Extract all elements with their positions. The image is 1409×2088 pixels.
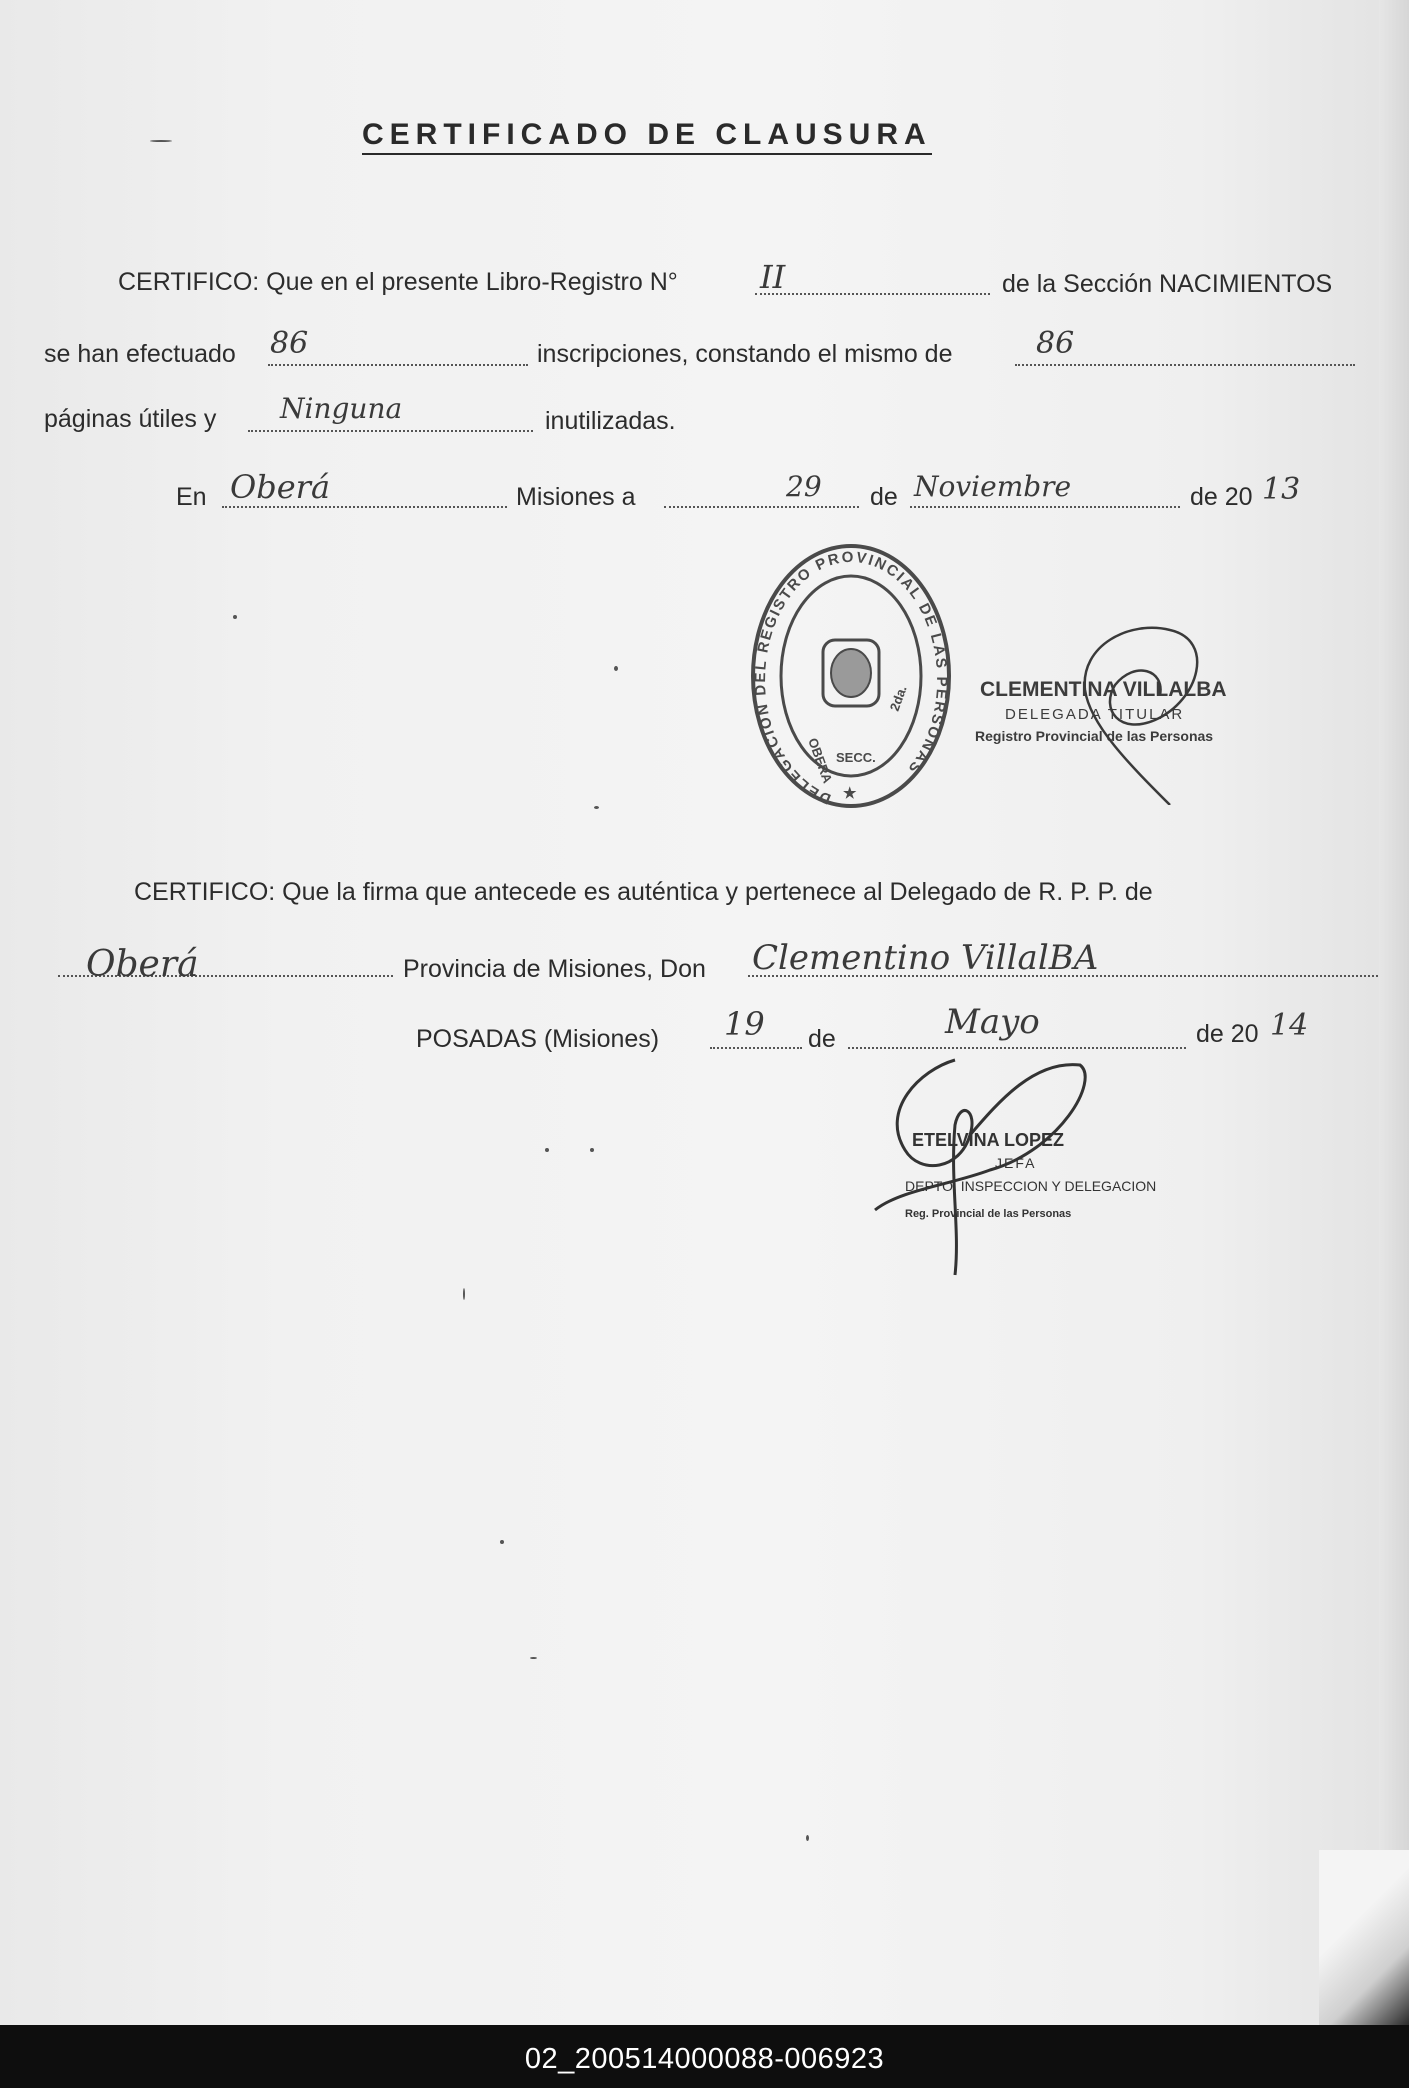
auth-year-prefix: de 20 [1196, 1020, 1259, 1048]
coat-of-arms-emblem [831, 649, 871, 697]
handwritten-inutilizadas: Ninguna [280, 392, 403, 425]
dotted-fill [222, 506, 507, 508]
handwritten-place: Oberá [230, 468, 331, 506]
closure-line1-prefix: CERTIFICO: Que en el presente Libro-Registro N° [118, 268, 678, 296]
handwritten-auth-day: 19 [724, 1005, 765, 1043]
closure-line2-mid: inscripciones, constando el mismo de [537, 340, 953, 368]
handwritten-delegate-name: Clementino VillalBA [752, 938, 1099, 978]
dotted-fill [664, 506, 859, 508]
signer1-name: CLEMENTINA VILLALBA [980, 678, 1227, 701]
handwritten-day: 29 [786, 470, 822, 503]
auth-city-prefix: POSADAS (Misiones) [416, 1025, 660, 1053]
dotted-fill [248, 430, 533, 432]
dotted-fill [910, 506, 1180, 508]
dotted-fill [1015, 364, 1355, 366]
scan-speck [150, 140, 172, 142]
stamp-ring-text: DELEGACION DEL REGISTRO PROVINCIAL DE LAS PERSONAS [751, 548, 951, 808]
scan-speck [590, 1148, 594, 1152]
place-mid: Misiones a [516, 483, 636, 511]
handwritten-auth-month: Mayo [945, 1002, 1040, 1042]
scan-speck [233, 615, 237, 619]
page-fold [1319, 1850, 1409, 2025]
handwritten-year: 13 [1262, 472, 1301, 507]
official-stamp [748, 540, 954, 812]
scan-speck [463, 1288, 465, 1300]
stamp-inner-left: OBERA [805, 735, 836, 786]
handwritten-registro-numero: II [760, 258, 786, 296]
scan-speck [530, 1657, 537, 1659]
handwritten-auth-year: 14 [1270, 1008, 1309, 1043]
handwritten-inscripciones-count: 86 [270, 326, 309, 361]
paper-edge [1379, 0, 1409, 2025]
handwritten-auth-place: Oberá [86, 944, 199, 985]
dotted-fill [268, 364, 528, 366]
scan-speck [500, 1540, 504, 1544]
auth-de-label: de [808, 1025, 836, 1053]
signer2-role: JEFA [995, 1155, 1037, 1171]
stamp-inner-bottom: SECC. [836, 750, 876, 765]
year-prefix: de 20 [1190, 483, 1253, 511]
scan-speck [806, 1835, 809, 1841]
closure-line1-suffix: de la Sección NACIMIENTOS [1002, 270, 1333, 298]
dotted-fill [710, 1047, 802, 1049]
scan-speck [545, 1148, 549, 1152]
handwritten-month: Noviembre [914, 470, 1072, 503]
signature-etelvina [860, 1040, 1110, 1285]
dotted-fill [755, 293, 990, 295]
place-prefix: En [176, 483, 207, 511]
signer2-dept: DEPTO. INSPECCION Y DELEGACION [905, 1178, 1157, 1194]
signature-clementina [1040, 615, 1240, 805]
signer1-role: DELEGADA TITULAR [1005, 706, 1185, 723]
stamp-star-icon: ★ [843, 785, 857, 802]
document-title: CERTIFICADO DE CLAUSURA [362, 118, 932, 155]
scan-speck [614, 666, 618, 671]
closure-line3-prefix: páginas útiles y [44, 405, 217, 433]
signer2-org: Reg. Provincial de las Personas [905, 1208, 1072, 1220]
de-label: de [870, 483, 898, 511]
auth-line2-mid: Provincia de Misiones, Don [403, 955, 706, 983]
signer1-org: Registro Provincial de las Personas [975, 728, 1214, 744]
handwritten-paginas-count: 86 [1036, 326, 1075, 361]
scan-speck [594, 806, 599, 809]
auth-line1: CERTIFICO: Que la firma que antecede es auténtica y pertenece al Delegado de R. P. P. de [134, 878, 1153, 906]
closure-line2-prefix: se han efectuado [44, 340, 236, 368]
closure-line3-suffix: inutilizadas. [545, 407, 676, 435]
signer2-name: ETELVINA LOPEZ [912, 1130, 1065, 1150]
document-id-label: 02_200514000088-006923 [524, 2043, 885, 2075]
stamp-inner-right: 2da. [886, 683, 910, 714]
